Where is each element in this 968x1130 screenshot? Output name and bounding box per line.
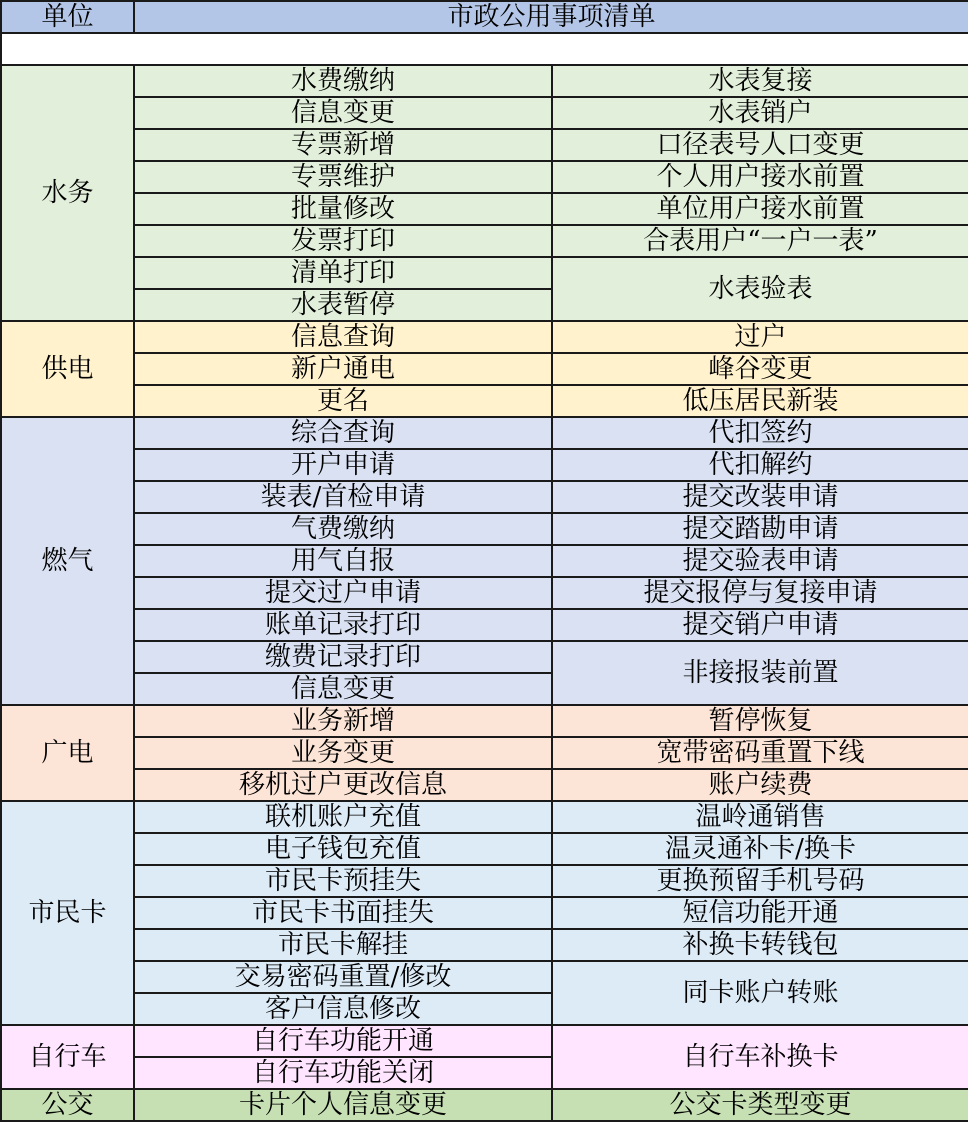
service-item: 合表用户“一户一表” bbox=[552, 225, 968, 257]
service-item: 自行车功能开通 bbox=[134, 1025, 552, 1057]
table-row bbox=[1, 65, 968, 97]
table-row bbox=[1, 705, 968, 737]
table-title: 市政公用事项清单 bbox=[134, 1, 968, 33]
service-item: 自行车补换卡 bbox=[552, 1025, 968, 1089]
service-item: 暂停恢复 bbox=[552, 705, 968, 737]
unit-gas: 燃气 bbox=[1, 417, 134, 705]
service-item: 发票打印 bbox=[134, 225, 552, 257]
table-row bbox=[1, 833, 968, 865]
service-item: 提交报停与复接申请 bbox=[552, 577, 968, 609]
service-item: 个人用户接水前置 bbox=[552, 161, 968, 193]
service-item: 峰谷变更 bbox=[552, 353, 968, 385]
service-item: 更名 bbox=[134, 385, 552, 417]
service-item: 宽带密码重置下线 bbox=[552, 737, 968, 769]
service-item: 公交卡类型变更 bbox=[552, 1089, 968, 1121]
service-item: 市民卡解挂 bbox=[134, 929, 552, 961]
service-item: 业务新增 bbox=[134, 705, 552, 737]
service-item: 交易密码重置/修改 bbox=[134, 961, 552, 993]
service-item: 新户通电 bbox=[134, 353, 552, 385]
table-row bbox=[1, 737, 968, 769]
service-item: 移机过户更改信息 bbox=[134, 769, 552, 801]
service-item: 卡片个人信息变更 bbox=[134, 1089, 552, 1121]
unit-broadcast: 广电 bbox=[1, 705, 134, 801]
service-item: 联机账户充值 bbox=[134, 801, 552, 833]
service-item: 口径表号人口变更 bbox=[552, 129, 968, 161]
service-item: 代扣解约 bbox=[552, 449, 968, 481]
service-item: 更换预留手机号码 bbox=[552, 865, 968, 897]
service-item: 缴费记录打印 bbox=[134, 641, 552, 673]
service-item: 专票新增 bbox=[134, 129, 552, 161]
unit-bicycle: 自行车 bbox=[1, 1025, 134, 1089]
service-item: 账户续费 bbox=[552, 769, 968, 801]
table-row bbox=[1, 385, 968, 417]
service-item: 水表验表 bbox=[552, 257, 968, 321]
service-item: 专票维护 bbox=[134, 161, 552, 193]
service-item: 非接报装前置 bbox=[552, 641, 968, 705]
service-item: 提交验表申请 bbox=[552, 545, 968, 577]
service-item: 装表/首检申请 bbox=[134, 481, 552, 513]
table-row bbox=[1, 897, 968, 929]
service-item: 信息变更 bbox=[134, 673, 552, 705]
service-item: 代扣签约 bbox=[552, 417, 968, 449]
service-item: 信息变更 bbox=[134, 97, 552, 129]
table-row bbox=[1, 609, 968, 641]
service-item: 批量修改 bbox=[134, 193, 552, 225]
service-item: 清单打印 bbox=[134, 257, 552, 289]
table-row bbox=[1, 1089, 968, 1121]
service-item: 水表销户 bbox=[552, 97, 968, 129]
unit-water: 水务 bbox=[1, 65, 134, 321]
table-row bbox=[1, 161, 968, 193]
table-row bbox=[1, 225, 968, 257]
table-row bbox=[1, 129, 968, 161]
table-row bbox=[1, 929, 968, 961]
service-item: 综合查询 bbox=[134, 417, 552, 449]
unit-bus: 公交 bbox=[1, 1089, 134, 1121]
table-row bbox=[1, 449, 968, 481]
table-row bbox=[1, 257, 968, 289]
service-item: 过户 bbox=[552, 321, 968, 353]
service-item: 信息查询 bbox=[134, 321, 552, 353]
service-item: 提交踏勘申请 bbox=[552, 513, 968, 545]
spacer bbox=[1, 33, 968, 65]
service-item: 开户申请 bbox=[134, 449, 552, 481]
unit-header: 单位 bbox=[1, 1, 134, 33]
header-row bbox=[1, 1, 968, 33]
unit-power: 供电 bbox=[1, 321, 134, 417]
service-item: 单位用户接水前置 bbox=[552, 193, 968, 225]
service-item: 短信功能开通 bbox=[552, 897, 968, 929]
table-row bbox=[1, 801, 968, 833]
spacer-row bbox=[1, 33, 968, 65]
service-item: 用气自报 bbox=[134, 545, 552, 577]
table-row bbox=[1, 577, 968, 609]
table-row bbox=[1, 481, 968, 513]
table-row bbox=[1, 513, 968, 545]
service-item: 提交销户申请 bbox=[552, 609, 968, 641]
unit-citizen-card: 市民卡 bbox=[1, 801, 134, 1025]
service-item: 市民卡书面挂失 bbox=[134, 897, 552, 929]
service-item: 自行车功能关闭 bbox=[134, 1057, 552, 1089]
service-item: 低压居民新装 bbox=[552, 385, 968, 417]
table-row bbox=[1, 961, 968, 993]
table-row bbox=[1, 769, 968, 801]
table-row bbox=[1, 193, 968, 225]
service-item: 客户信息修改 bbox=[134, 993, 552, 1025]
table-row bbox=[1, 353, 968, 385]
service-item: 水表暂停 bbox=[134, 289, 552, 321]
service-item: 温灵通补卡/换卡 bbox=[552, 833, 968, 865]
service-item: 同卡账户转账 bbox=[552, 961, 968, 1025]
service-item: 补换卡转钱包 bbox=[552, 929, 968, 961]
table-row bbox=[1, 865, 968, 897]
table-row bbox=[1, 321, 968, 353]
service-item: 水表复接 bbox=[552, 65, 968, 97]
service-item: 温岭通销售 bbox=[552, 801, 968, 833]
service-item: 水费缴纳 bbox=[134, 65, 552, 97]
service-item: 提交过户申请 bbox=[134, 577, 552, 609]
table-row bbox=[1, 545, 968, 577]
service-item: 气费缴纳 bbox=[134, 513, 552, 545]
service-item: 提交改装申请 bbox=[552, 481, 968, 513]
table-row bbox=[1, 97, 968, 129]
service-item: 电子钱包充值 bbox=[134, 833, 552, 865]
service-item: 市民卡预挂失 bbox=[134, 865, 552, 897]
service-item: 业务变更 bbox=[134, 737, 552, 769]
table-row bbox=[1, 417, 968, 449]
service-item: 账单记录打印 bbox=[134, 609, 552, 641]
table-row bbox=[1, 641, 968, 673]
table-row bbox=[1, 1025, 968, 1057]
